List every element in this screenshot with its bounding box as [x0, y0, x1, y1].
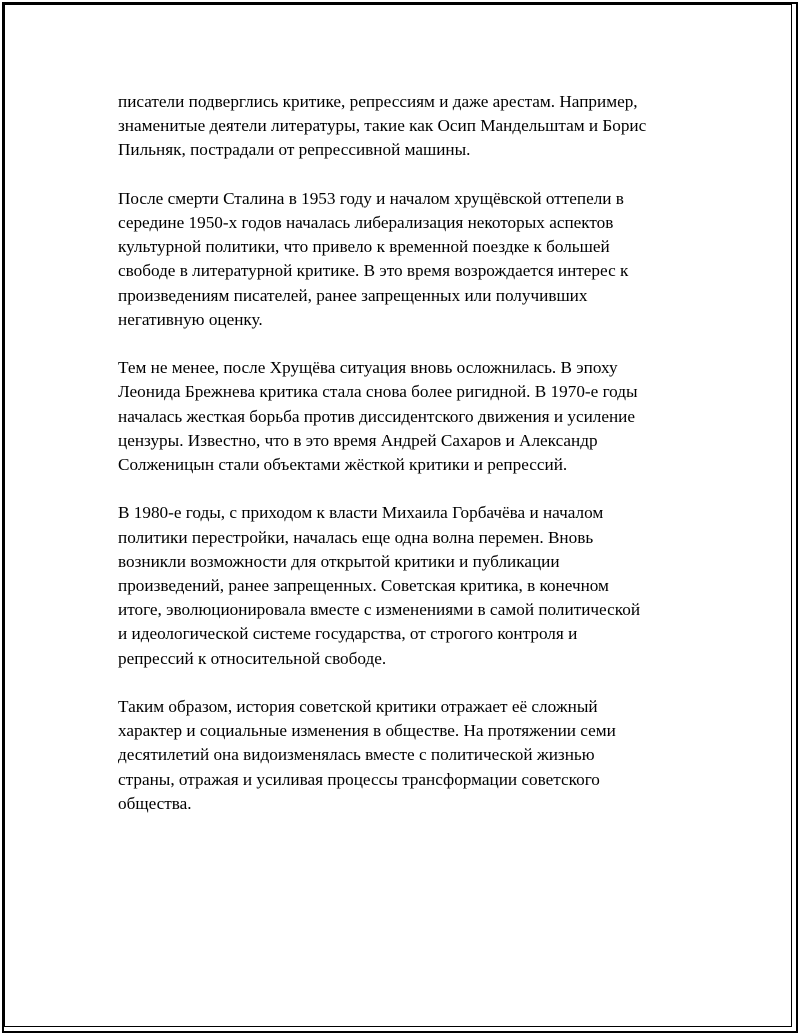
text-line: произведениям писателей, ранее запрещенных или получивших	[118, 285, 588, 305]
text-line: возникли возможности для открытой критики и публикации	[118, 551, 560, 571]
document-body	[118, 90, 688, 840]
text-line: и идеологической системе государства, от строгого контроля и	[118, 624, 578, 644]
text-line: Тем не менее, после Хрущёва ситуация вновь осложнилась. В эпоху	[118, 358, 618, 378]
text-line: свободе в литературной критике. В это время возрождается интерес к	[118, 261, 629, 281]
text-line: произведений, ранее запрещенных. Советская критика, в конечном	[118, 576, 609, 596]
text-line: цензуры. Известно, что в это время Андрей Сахаров и Александр	[118, 430, 598, 450]
text-line: писатели подверглись критике, репрессиям и даже арестам. Например,	[118, 92, 638, 111]
text-line: репрессий к относительной свободе.	[118, 648, 387, 668]
text-line: общества.	[118, 793, 192, 813]
paragraph-5	[118, 695, 688, 816]
text-line: середине 1950-х годов началась либерализация некоторых аспектов	[118, 213, 614, 232]
text-line: знаменитые деятели литературы, такие как Осип Мандельштам и Борис	[118, 116, 647, 136]
text-line: страны, отражая и усиливая процессы трансформации советского	[118, 769, 600, 789]
text-line: итоге, эволюционировала вместе с изменениями в самой политической	[118, 600, 641, 620]
paragraph-4	[118, 501, 688, 670]
text-line: негативную оценку.	[118, 309, 263, 329]
text-line: Таким образом, история советской критики отражает её сложный	[118, 697, 598, 717]
text-line: политики перестройки, началась еще одна волна перемен. Вновь	[118, 527, 594, 547]
text-line: Пильняк, пострадали от репрессивной машины.	[118, 140, 471, 160]
text-line: культурной политики, что привело к временной поездке к большей	[118, 237, 610, 257]
paragraph-1	[118, 90, 688, 163]
paragraph-3	[118, 356, 688, 477]
text-line: Солженицын стали объектами жёсткой критики и репрессий.	[118, 455, 568, 475]
paragraph-2	[118, 187, 688, 332]
text-line: В 1980-е годы, с приходом к власти Михаила Горбачёва и началом	[118, 503, 604, 523]
text-line: После смерти Сталина в 1953 году и началом хрущёвской оттепели в	[118, 188, 624, 208]
text-line: началась жесткая борьба против диссидентского движения и усиление	[118, 406, 635, 426]
text-line: характер и социальные изменения в обществе. На протяжении семи	[118, 721, 616, 741]
text-line: Леонида Брежнева критика стала снова более ригидной. В 1970-е годы	[118, 382, 638, 402]
text-line: десятилетий она видоизменялась вместе с политической жизнью	[118, 745, 595, 765]
